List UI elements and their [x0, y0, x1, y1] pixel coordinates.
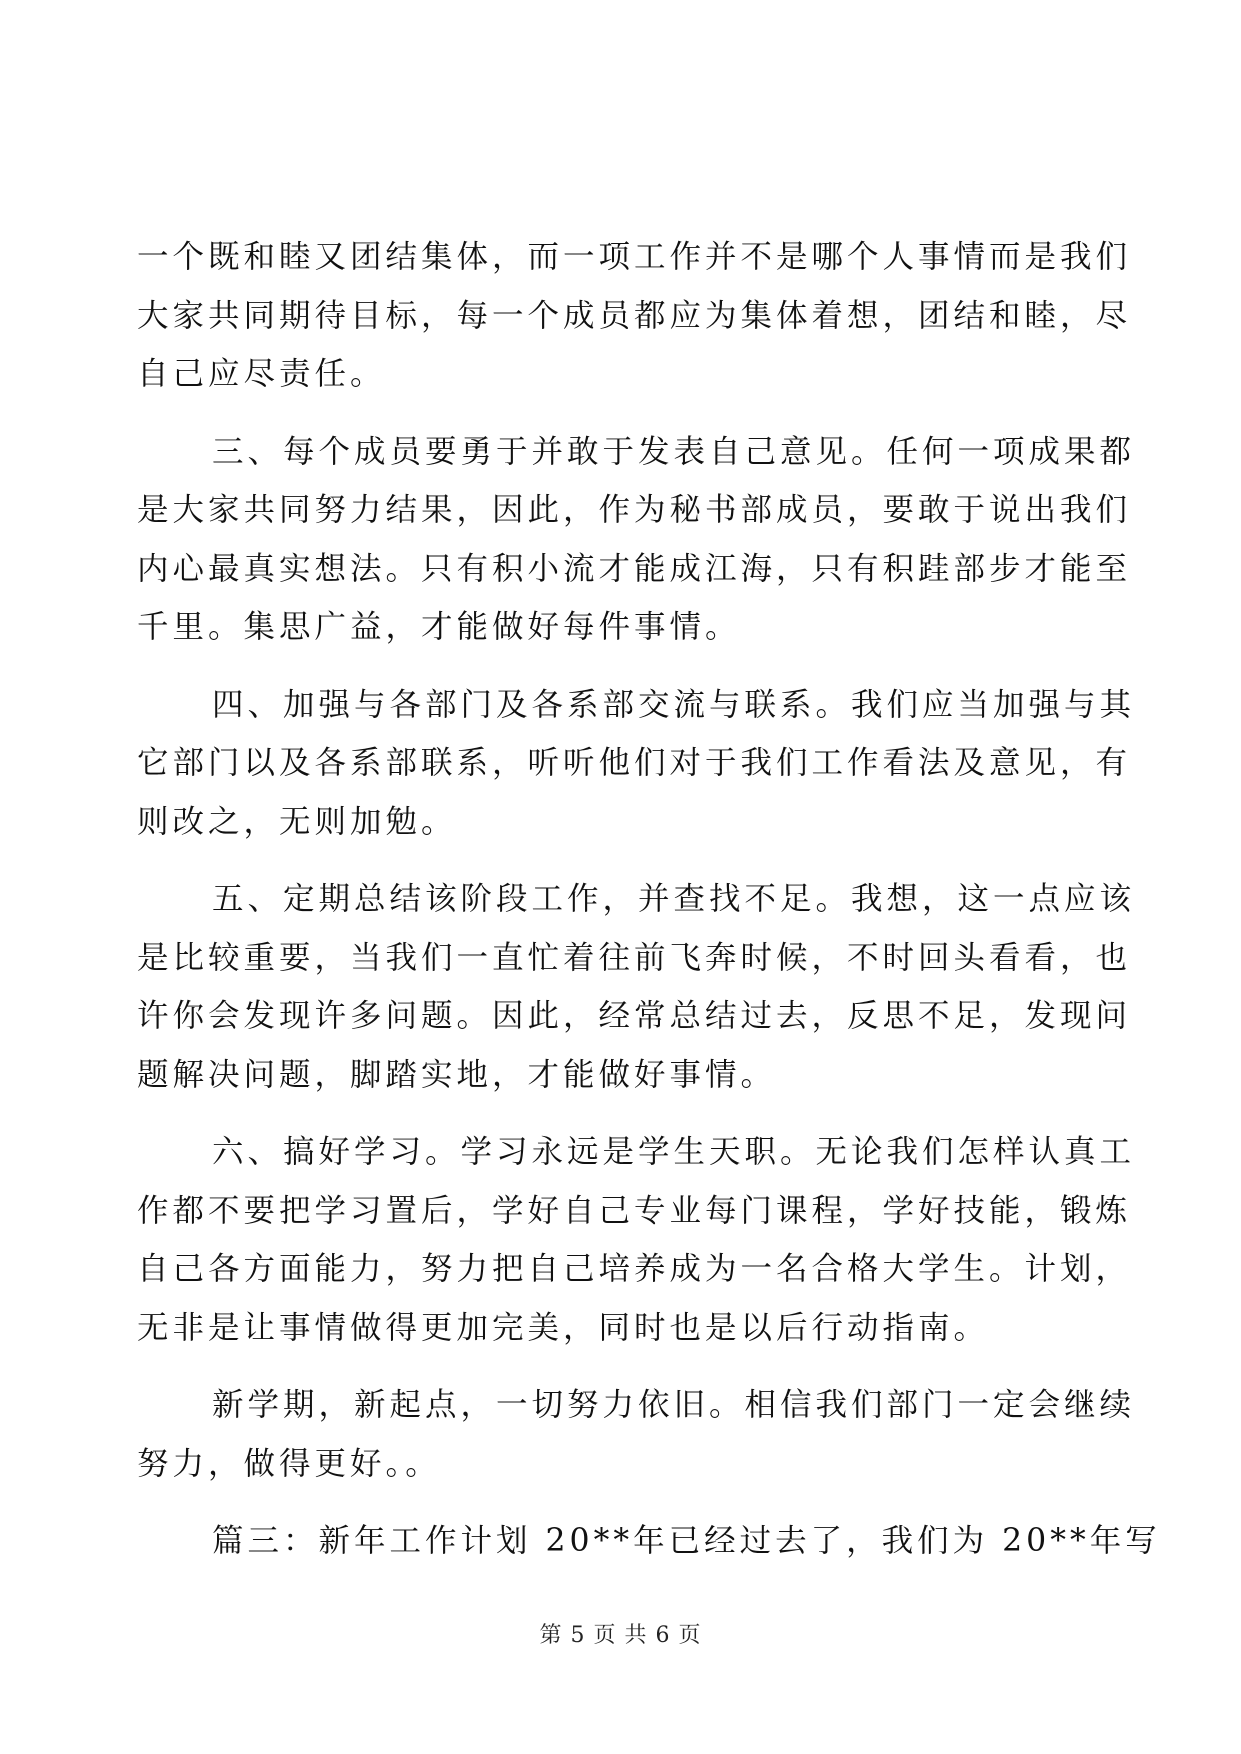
text-line: 努力，做得更好。。	[137, 1445, 441, 1482]
paragraph-7	[137, 1512, 1161, 1571]
text-line: 题解决问题，脚踏实地，才能做好事情。	[137, 1056, 777, 1093]
paragraph-6	[137, 1376, 1136, 1493]
text-line: 篇三：新年工作计划 20**年已经过去了，我们为 20**年写	[212, 1523, 1161, 1559]
text-line: 自己各方面能力，努力把自己培养成为一名合格大学生。计划，	[137, 1251, 1132, 1287]
document-body	[137, 228, 1161, 1590]
text-line: 内心最真实想法。只有积小流才能成江海，只有积跬部步才能至	[137, 550, 1132, 587]
text-line: 四、加强与各部门及各系部交流与联系。我们应当加强与其	[212, 686, 1136, 723]
text-line: 作都不要把学习置后，学好自己专业每门课程，学好技能，锻炼	[137, 1192, 1132, 1229]
paragraph-5	[137, 1123, 1136, 1357]
text-line: 无非是让事情做得更加完美，同时也是以后行动指南。	[137, 1309, 990, 1346]
text-line: 许你会发现许多问题。因此，经常总结过去，反思不足，发现问	[137, 998, 1132, 1034]
text-line: 是大家共同努力结果，因此，作为秘书部成员，要敢于说出我们	[137, 492, 1132, 528]
paragraph-3	[137, 676, 1136, 852]
text-line: 千里。集思广益，才能做好每件事情。	[137, 609, 741, 645]
text-line: 三、每个成员要勇于并敢于发表自己意见。任何一项成果都	[212, 433, 1136, 470]
text-line: 大家共同期待目标，每一个成员都应为集体着想，团结和睦，尽	[137, 297, 1132, 334]
text-line: 是比较重要，当我们一直忙着往前飞奔时候，不时回头看看，也	[137, 939, 1132, 976]
paragraph-4	[137, 870, 1136, 1104]
page-number-footer: 第 5 页 共 6 页	[539, 1623, 702, 1648]
paragraph-1	[137, 228, 1132, 404]
text-line: 它部门以及各系部联系，听听他们对于我们工作看法及意见，有	[137, 745, 1132, 781]
text-line: 新学期，新起点，一切努力依旧。相信我们部门一定会继续	[212, 1387, 1136, 1423]
text-line: 一个既和睦又团结集体，而一项工作并不是哪个人事情而是我们	[137, 239, 1132, 275]
text-line: 五、定期总结该阶段工作，并查找不足。我想，这一点应该	[212, 881, 1136, 917]
text-line: 六、搞好学习。学习永远是学生天职。无论我们怎样认真工	[212, 1134, 1136, 1170]
paragraph-2	[137, 423, 1136, 657]
text-line: 则改之，无则加勉。	[137, 803, 457, 840]
text-line: 自己应尽责任。	[137, 356, 386, 392]
